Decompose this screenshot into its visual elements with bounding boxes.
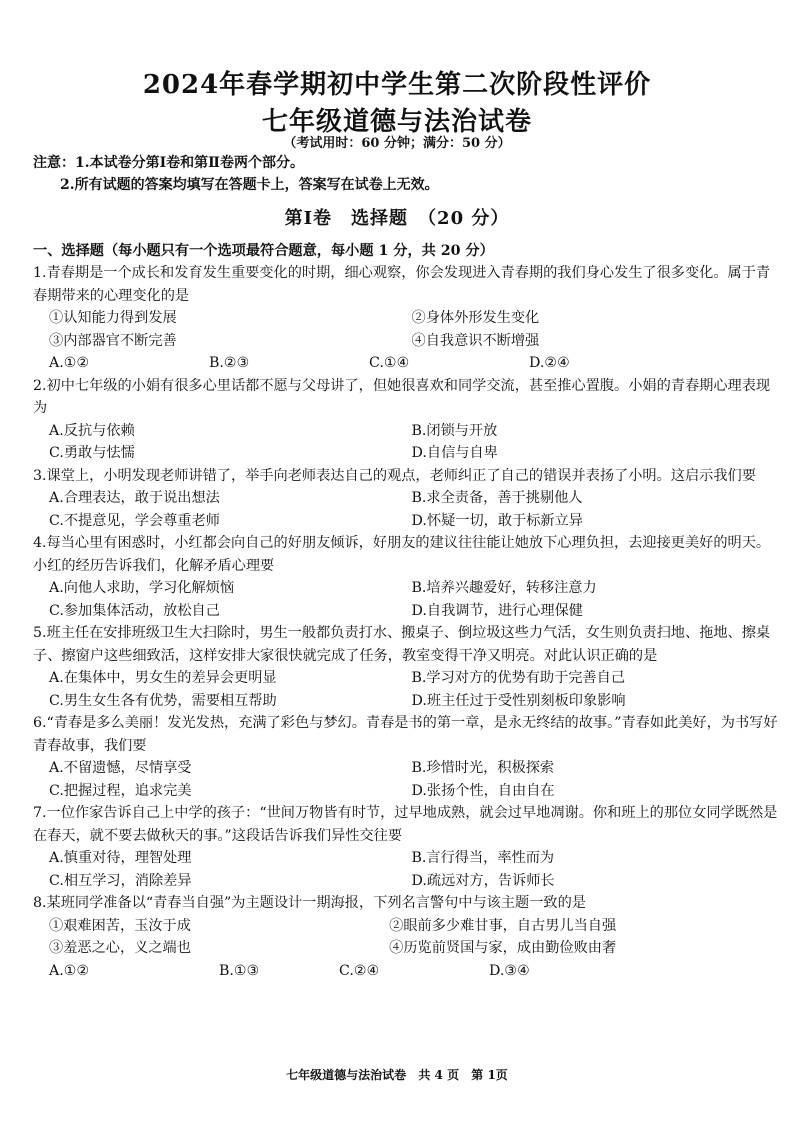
option-c: C.①④	[369, 355, 410, 371]
footer-page-number: 第 1页	[471, 1068, 508, 1082]
question-1	[33, 262, 778, 375]
notes-block	[33, 152, 773, 196]
statement: ①认知能力得到发展	[49, 310, 177, 326]
option-a: A.①②	[49, 355, 90, 371]
option-row	[33, 577, 778, 600]
option-row	[33, 420, 778, 443]
option-d: D.怀疑一切，敢于标新立异	[411, 512, 583, 529]
statement: ②身体外形发生变化	[411, 310, 540, 326]
option-d: D.自我调节，进行心理保健	[411, 602, 583, 619]
question-stem: 6.“青春是多么美丽！发光发热，充满了彩色与梦幻。青春是书的第一章，是永无终结的故事。”青春如此美好，为书写好青春故事，我们要	[33, 715, 778, 754]
option-a: A.反抗与依赖	[49, 422, 135, 439]
option-row	[33, 600, 778, 623]
option-b: B.珍惜时光，积极探索	[411, 760, 555, 776]
question-4	[33, 532, 778, 622]
question-stem: 2.初中七年级的小娟有很多心里话都不愿与父母讲了，但她很喜欢和同学交流，甚至推心置腹。小娟的青春期心理表现为	[33, 377, 771, 416]
option-b: B.求全责备，善于挑剔他人	[411, 490, 583, 506]
question-stem: 3.课堂上，小明发现老师讲错了，举手向老师表达自己的观点，老师纠正了自己的错误并表扬了小明。这启示我们要	[33, 467, 756, 484]
option-d: D.②④	[529, 355, 570, 371]
option-b: B.②③	[209, 355, 250, 371]
section-instruction: 一、选择题（每小题只有一个选项最符合题意，每小题 1 分，共 20 分）	[33, 243, 494, 259]
option-a: A.合理表达，敢于说出想法	[49, 490, 220, 506]
statement: ①艰难困苦，玉汝于成	[49, 917, 191, 934]
note-line-1: 注意：1.本试卷分第Ⅰ卷和第Ⅱ卷两个部分。	[33, 155, 304, 171]
option-d: D.疏远对方，告诉师长	[411, 872, 555, 889]
statement-row	[33, 330, 778, 353]
questions-list	[33, 240, 778, 982]
option-c: C.相互学习，消除差异	[49, 872, 192, 889]
statement-row	[33, 915, 778, 938]
section-title: 第Ⅰ卷 选择题 （20 分）	[284, 208, 510, 229]
option-c: C.男生女生各有优势，需要相互帮助	[49, 692, 277, 709]
question-stem: 7.一位作家告诉自己上中学的孩子：“世间万物皆有时节，过早地成熟，就会过早地凋谢。你和班上的那位女同学既然是在春天，就不要去做秋天的事。”这段话告诉我们异性交往要	[33, 805, 778, 844]
note-line-2: 2.所有试题的答案均填写在答题卡上，答案写在试卷上无效。	[60, 177, 439, 193]
question-stem: 5.班主任在安排班级卫生大扫除时，男生一般都负责打水、搬桌子、倒垃圾这些力气活，女生则负责扫地、拖地、擦桌子、擦窗户这些细致活，这样安排大家很快就完成了任务，教室变得干净又明亮。对此认识正确的是	[33, 625, 771, 664]
option-row	[33, 870, 778, 893]
exam-subtitle: 七年级道德与法治试卷	[261, 107, 532, 137]
statement: ④历览前贤国与家，成由勤俭败由奢	[389, 940, 617, 956]
option-b: B.学习对方的优势有助于完善自己	[411, 670, 626, 686]
option-a: A.①②	[49, 962, 90, 979]
option-row	[33, 690, 778, 713]
option-row	[33, 847, 778, 870]
exam-title: 2024年春学期初中学生第二次阶段性评价	[142, 70, 652, 100]
option-c: C.②④	[339, 962, 380, 979]
statement: ④自我意识不断增强	[411, 332, 540, 349]
option-d: D.③④	[489, 962, 530, 979]
option-d: D.张扬个性，自由自在	[411, 782, 555, 799]
option-d: D.自信与自卑	[411, 445, 498, 461]
option-c: C.参加集体活动，放松自己	[49, 602, 220, 619]
footer-subject: 七年级道德与法治试卷	[286, 1068, 407, 1082]
option-c: C.不提意见，学会尊重老师	[49, 512, 220, 529]
option-a: A.在集体中，男女生的差异会更明显	[49, 670, 277, 686]
statement: ②眼前多少难甘事，自古男儿当自强	[389, 917, 617, 934]
option-row	[33, 757, 778, 780]
statement-row	[33, 937, 778, 960]
option-c: C.勇敢与怯懦	[49, 445, 135, 461]
question-stem: 8.某班同学准备以“青春当自强”为主题设计一期海报，下列名言警句中与该主题一致的是	[33, 895, 586, 911]
question-stem: 1.青春期是一个成长和发育发生重要变化的时期，细心观察，你会发现进入青春期的我们身心发生了很多变化。属于青春期带来的心理变化的是	[33, 265, 771, 304]
statement: ③羞恶之心，义之端也	[49, 940, 191, 956]
option-row	[33, 352, 778, 375]
question-2	[33, 375, 778, 465]
option-row	[33, 442, 778, 465]
option-b: B.①③	[219, 962, 260, 979]
footer-total-pages: 共 4 页	[418, 1068, 460, 1082]
option-row	[33, 487, 778, 510]
option-row	[33, 510, 778, 533]
page-footer	[0, 1066, 794, 1083]
option-row	[33, 960, 778, 983]
exam-info: （考试用时：60 分钟；满分：50 分）	[283, 136, 511, 151]
option-c: C.把握过程，追求完美	[49, 782, 192, 799]
question-5	[33, 622, 778, 712]
option-a: A.不留遗憾，尽情享受	[49, 760, 192, 776]
option-b: B.闭锁与开放	[411, 422, 498, 439]
question-stem: 4.每当心里有困惑时，小红都会向自己的好朋友倾诉，好朋友的建议往往能让她放下心理负担，去迎接更美好的明天。小红的经历告诉我们，化解矛盾心理要	[33, 535, 771, 574]
question-6	[33, 712, 778, 802]
statement: ③内部器官不断完善	[49, 332, 177, 349]
question-3	[33, 465, 778, 533]
option-b: B.培养兴趣爱好，转移注意力	[411, 580, 597, 596]
option-a: A.向他人求助，学习化解烦恼	[49, 580, 235, 596]
statement-row	[33, 307, 778, 330]
option-row	[33, 780, 778, 803]
option-a: A.慎重对待，理智处理	[49, 850, 192, 866]
option-d: D.班主任过于受性别刻板印象影响	[411, 692, 626, 709]
question-8	[33, 892, 778, 982]
question-7	[33, 802, 778, 892]
option-b: B.言行得当，率性而为	[411, 850, 555, 866]
option-row	[33, 667, 778, 690]
